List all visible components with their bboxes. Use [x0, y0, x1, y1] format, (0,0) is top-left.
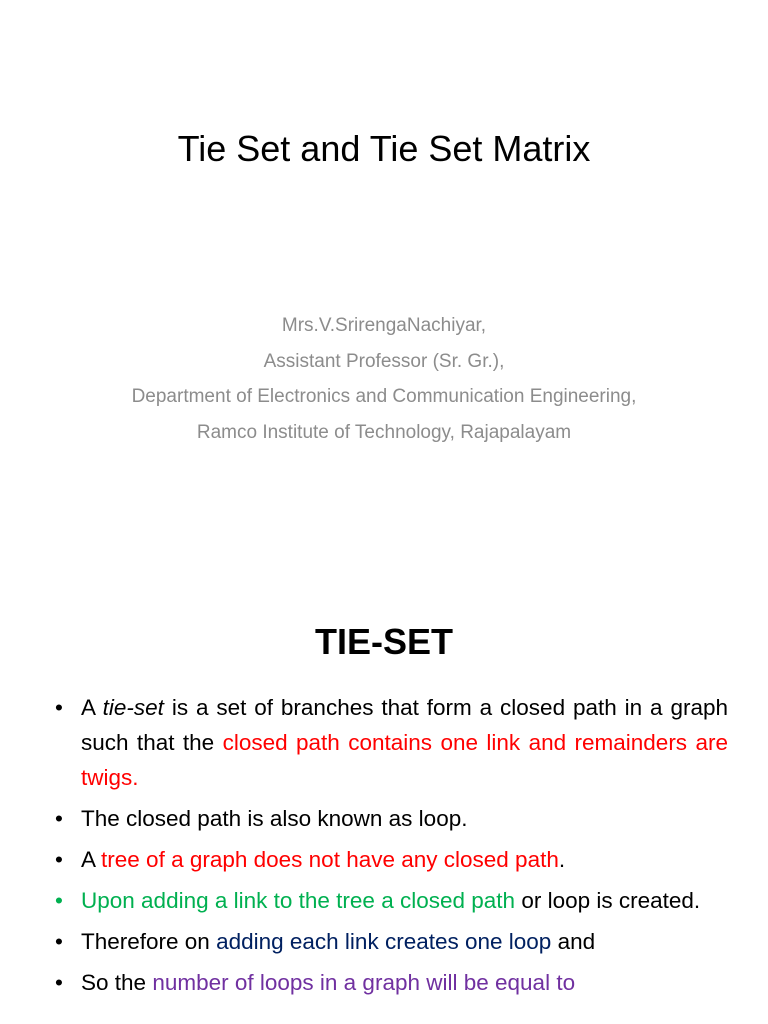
bullet-each-link: [55, 924, 728, 959]
bullet-list: [55, 690, 728, 1006]
bullet-icon: •: [55, 695, 63, 720]
highlight-green: Upon adding a link to the tree a closed path: [81, 888, 516, 913]
term-tie-set: tie-set: [102, 695, 164, 720]
author-institution: Ramco Institute of Technology, Rajapalayam: [196, 421, 572, 443]
author-department: Department of Electronics and Communication Engineering,: [131, 386, 637, 407]
highlight-red: closed path contains one link and remainders are twigs.: [81, 730, 728, 790]
author-block: [0, 308, 768, 450]
highlight-purple: number of loops in a graph will be equal to: [152, 970, 576, 995]
bullet-text: and: [551, 929, 596, 954]
bullet-text: The closed path is also known as loop.: [81, 806, 468, 831]
bullet-icon: •: [55, 929, 63, 954]
bullet-icon: •: [55, 806, 63, 831]
highlight-red: tree of a graph does not have any closed path: [101, 847, 559, 872]
bullet-loop: [55, 801, 728, 836]
bullet-text: or loop is created.: [515, 888, 701, 913]
slide-heading: TIE-SET: [314, 621, 453, 662]
bullet-text: A: [81, 847, 102, 872]
author-position: Assistant Professor (Sr. Gr.),: [263, 350, 505, 372]
bullet-tree: [55, 842, 728, 877]
bullet-adding-link: [55, 883, 728, 918]
bullet-text: is a set of branches that form a closed path in a graph such that the: [81, 695, 728, 755]
bullet-icon: •: [55, 888, 63, 913]
bullet-text: Therefore on: [81, 929, 217, 954]
bullet-definition: [55, 690, 728, 795]
slide-title: Tie Set and Tie Set Matrix: [177, 128, 591, 169]
bullet-text: .: [558, 847, 566, 872]
bullet-icon: •: [55, 970, 63, 995]
tie-set-slide: [0, 574, 768, 1024]
highlight-navy: adding each link creates one loop: [216, 929, 552, 954]
author-name: Mrs.V.SrirengaNachiyar,: [281, 315, 487, 336]
bullet-text: A: [81, 695, 103, 720]
bullet-text: So the: [81, 970, 153, 995]
bullet-icon: •: [55, 847, 63, 872]
bullet-number-of-loops: [55, 965, 728, 1000]
